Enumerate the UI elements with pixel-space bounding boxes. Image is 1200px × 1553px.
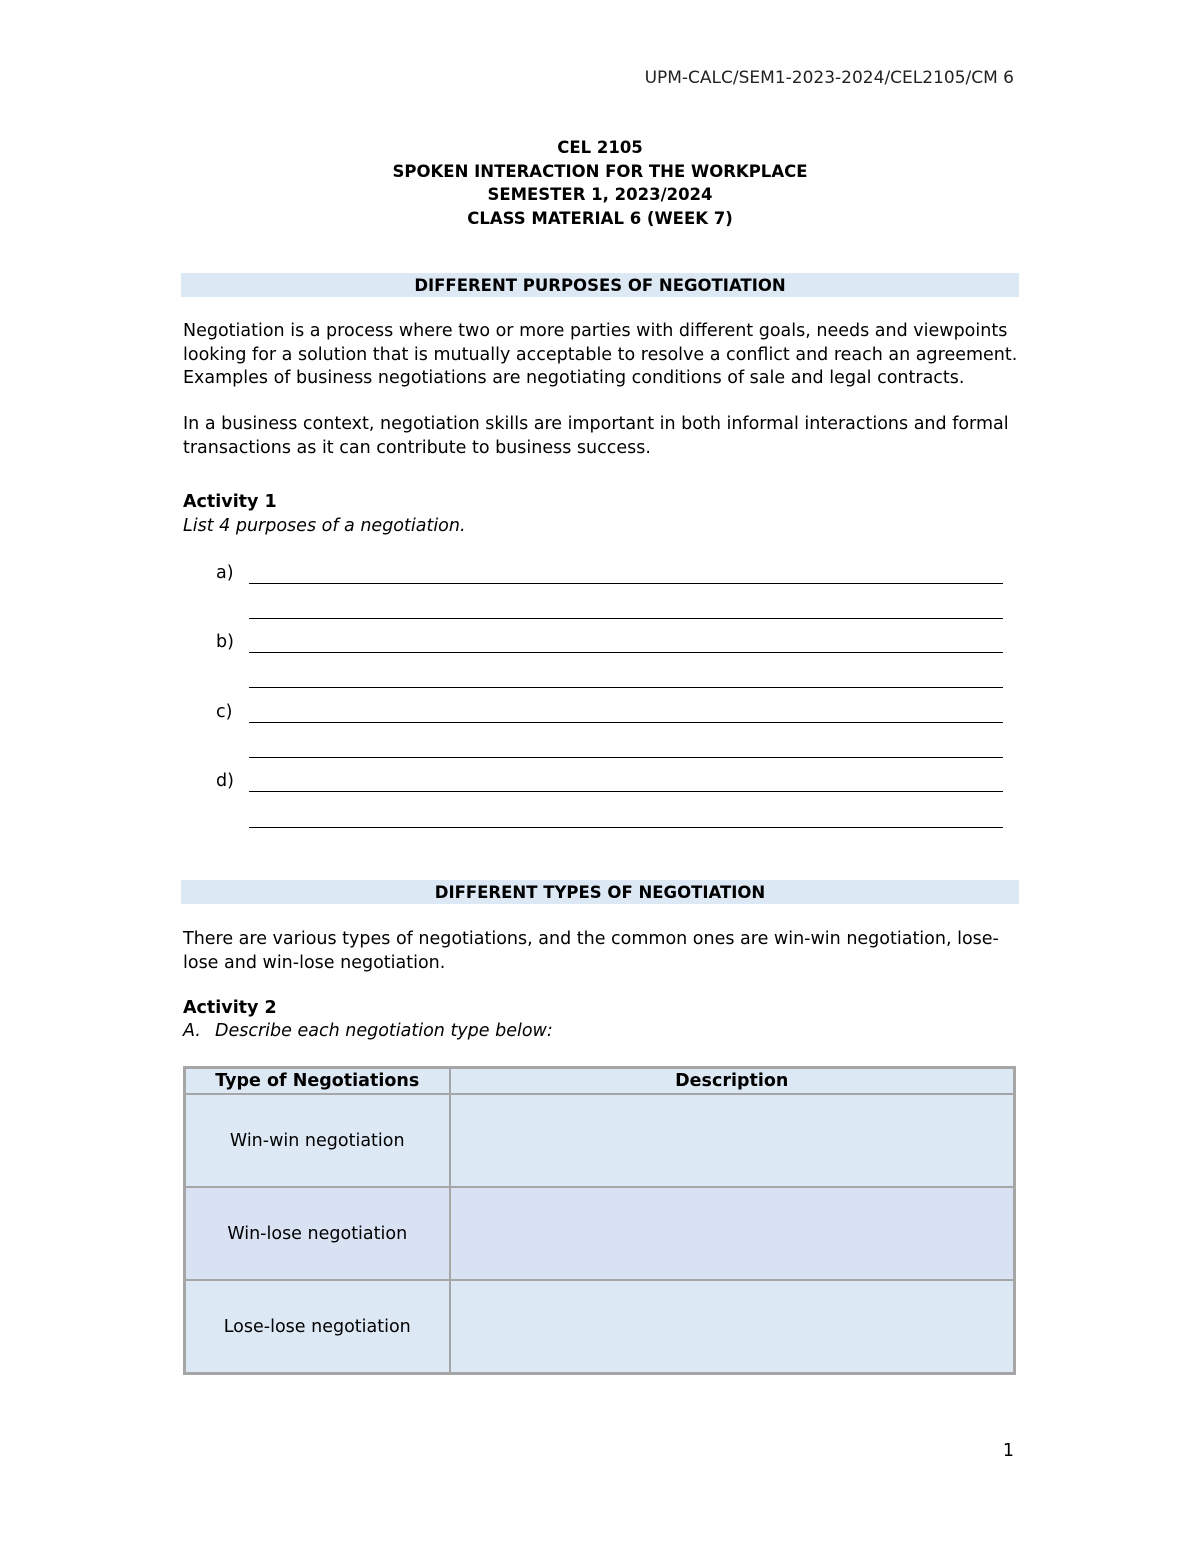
answer-line[interactable] xyxy=(249,757,1003,758)
paragraph-negotiation-definition: Negotiation is a process where two or more parties with different goals, needs and viewpoints looking for a solution that is mutually acceptable to resolve a conflict and reach an agreement. Examples of business negotiations are negotiating conditions of sale and legal contracts. xyxy=(183,321,1018,388)
table-row xyxy=(185,1094,1015,1187)
section-heading-types: DIFFERENT TYPES OF NEGOTIATION xyxy=(181,880,1019,904)
answer-line[interactable] xyxy=(249,827,1003,828)
activity-1-instruction: List 4 purposes of a negotiation. xyxy=(183,516,466,536)
description-cell[interactable] xyxy=(450,1094,1015,1187)
page-number: 1 xyxy=(1002,1441,1014,1461)
activity-2-title: Activity 2 xyxy=(183,998,277,1018)
answer-line[interactable] xyxy=(249,583,1003,584)
activity-1-title: Activity 1 xyxy=(183,492,277,512)
table-row xyxy=(185,1280,1015,1374)
list-marker: A. xyxy=(183,1021,201,1041)
table-row xyxy=(185,1187,1015,1280)
negotiation-type-cell: Win-lose negotiation xyxy=(185,1187,450,1280)
document-code: UPM-CALC/SEM1-2023-2024/CEL2105/CM 6 xyxy=(644,68,1014,88)
answer-line[interactable] xyxy=(249,722,1003,723)
description-cell[interactable] xyxy=(450,1280,1015,1374)
answer-label-c: c) xyxy=(216,702,233,722)
activity-2-instruction xyxy=(183,1021,553,1041)
course-code: CEL 2105 xyxy=(557,138,643,157)
paragraph-business-context: In a business context, negotiation skills are important in both informal interactions and formal transactions as it can contribute to business success. xyxy=(183,414,1009,458)
activity-2-instruction-text: Describe each negotiation type below: xyxy=(215,1021,553,1041)
paragraph-negotiation-types: There are various types of negotiations, and the common ones are win-win negotiation, lose-lose and win-lose negotiation. xyxy=(183,929,999,973)
answer-line[interactable] xyxy=(249,652,1003,653)
negotiation-type-cell: Win-win negotiation xyxy=(185,1094,450,1187)
answer-line[interactable] xyxy=(249,687,1003,688)
document-title xyxy=(0,136,1200,230)
answer-label-b: b) xyxy=(216,632,234,652)
answer-line[interactable] xyxy=(249,618,1003,619)
answer-label-a: a) xyxy=(216,563,234,583)
negotiation-types-table xyxy=(183,1066,1016,1375)
description-cell[interactable] xyxy=(450,1187,1015,1280)
class-material: CLASS MATERIAL 6 (WEEK 7) xyxy=(467,208,733,228)
column-header-type: Type of Negotiations xyxy=(185,1068,450,1095)
answer-label-d: d) xyxy=(216,771,234,791)
course-name: SPOKEN INTERACTION FOR THE WORKPLACE xyxy=(392,161,808,181)
column-header-description: Description xyxy=(450,1068,1015,1095)
semester: SEMESTER 1, 2023/2024 xyxy=(487,185,713,204)
section-heading-purposes: DIFFERENT PURPOSES OF NEGOTIATION xyxy=(181,273,1019,297)
negotiation-type-cell: Lose-lose negotiation xyxy=(185,1280,450,1374)
answer-line[interactable] xyxy=(249,791,1003,792)
